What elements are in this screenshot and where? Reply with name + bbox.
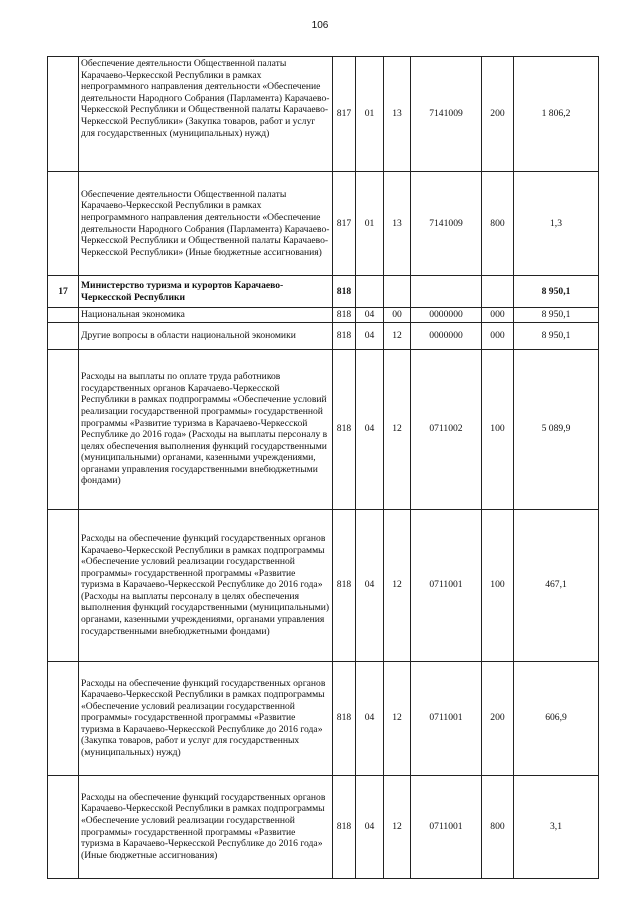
table-row xyxy=(48,509,599,661)
target-code: 7141009 xyxy=(411,57,482,172)
row-number xyxy=(48,322,79,349)
ministry-code: 818 xyxy=(333,308,356,323)
row-number xyxy=(48,509,79,661)
row-name: Обеспечение деятельности Общественной палаты Карачаево-Черкесской Республики в рамках непрограммного направления деятельности «Обеспечение деятельности Народного Собрания (Парламента) Карачаево-Черкесской Республики и Общественной палаты Карачаево-Черкесской Республики» (Иные бюджетные ассигнования) xyxy=(79,172,333,276)
expense-type-code: 000 xyxy=(482,308,514,323)
ministry-code: 818 xyxy=(333,509,356,661)
ministry-code: 817 xyxy=(333,57,356,172)
section-code: 01 xyxy=(356,57,384,172)
page-number: 106 xyxy=(311,20,329,31)
row-number xyxy=(48,349,79,509)
ministry-code: 818 xyxy=(333,661,356,775)
ministry-code: 818 xyxy=(333,775,356,878)
ministry-code: 817 xyxy=(333,172,356,276)
table-row xyxy=(48,322,599,349)
amount: 1 806,2 xyxy=(514,57,599,172)
ministry-code: 818 xyxy=(333,349,356,509)
table-row xyxy=(48,661,599,775)
ministry-code: 818 xyxy=(333,276,356,308)
table-row xyxy=(48,172,599,276)
row-number xyxy=(48,308,79,323)
target-code: 0711001 xyxy=(411,509,482,661)
subsection-code: 12 xyxy=(384,775,411,878)
row-name: Расходы на обеспечение функций государственных органов Карачаево-Черкесской Республики в рамках подпрограммы «Обеспечение условий реализации государственной программы» государственной программы «Развитие туризма в Карачаево-Черкесской Республике до 2016 года» (Расходы на выплаты персоналу в целях обеспечения выполнения функций государственными (муниципальными) органами, казенными учреждениями, органами управления государственными внебюджетными фондами) xyxy=(79,509,333,661)
subsection-code: 12 xyxy=(384,322,411,349)
row-name: Обеспечение деятельности Общественной палаты Карачаево-Черкесской Республики в рамках непрограммного направления деятельности «Обеспечение деятельности Народного Собрания (Парламента) Карачаево-Черкесской Республики и Общественной палаты Карачаево-Черкесской Республики» (Закупка товаров, работ и услуг для государственных (муниципальных) нужд) xyxy=(79,57,333,172)
row-name: Министерство туризма и курортов Карачаево-Черкесской Республики xyxy=(79,276,333,308)
target-code: 0711001 xyxy=(411,775,482,878)
section-code: 04 xyxy=(356,308,384,323)
section-code: 04 xyxy=(356,322,384,349)
amount: 3,1 xyxy=(514,775,599,878)
row-number xyxy=(48,57,79,172)
ministry-code: 818 xyxy=(333,322,356,349)
budget-table xyxy=(47,56,599,879)
target-code: 0711001 xyxy=(411,661,482,775)
table-row-ministry xyxy=(48,276,599,308)
row-name: Другие вопросы в области национальной экономики xyxy=(79,322,333,349)
row-number xyxy=(48,172,79,276)
expense-type-code: 100 xyxy=(482,509,514,661)
subsection-code xyxy=(384,276,411,308)
row-name: Расходы на обеспечение функций государственных органов Карачаево-Черкесской Республики в рамках подпрограммы «Обеспечение условий реализации государственной программы» государственной программы «Развитие туризма в Карачаево-Черкесской Республике до 2016 года» (Закупка товаров, работ и услуг для государственных (муниципальных) нужд) xyxy=(79,661,333,775)
amount: 8 950,1 xyxy=(514,322,599,349)
amount: 5 089,9 xyxy=(514,349,599,509)
expense-type-code: 200 xyxy=(482,661,514,775)
subsection-code: 00 xyxy=(384,308,411,323)
section-code: 01 xyxy=(356,172,384,276)
target-code: 7141009 xyxy=(411,172,482,276)
row-number xyxy=(48,661,79,775)
section-code: 04 xyxy=(356,349,384,509)
expense-type-code xyxy=(482,276,514,308)
section-code: 04 xyxy=(356,509,384,661)
section-code xyxy=(356,276,384,308)
row-name: Расходы на обеспечение функций государственных органов Карачаево-Черкесской Республики в рамках подпрограммы «Обеспечение условий реализации государственной программы» государственной программы «Развитие туризма в Карачаево-Черкесской Республике до 2016 года» (Иные бюджетные ассигнования) xyxy=(79,775,333,878)
amount: 1,3 xyxy=(514,172,599,276)
subsection-code: 13 xyxy=(384,57,411,172)
target-code xyxy=(411,276,482,308)
row-name: Расходы на выплаты по оплате труда работников государственных органов Карачаево-Черкесской Республики в рамках подпрограммы «Обеспечение условий реализации государственной программы» государственной программы «Развитие туризма в Карачаево-Черкесской Республике до 2016 года» (Расходы на выплаты персоналу в целях обеспечения выполнения функций государственными (муниципальными) органами, казенными учреждениями, органами управления государственными внебюджетными фондами) xyxy=(79,349,333,509)
amount: 467,1 xyxy=(514,509,599,661)
row-number: 17 xyxy=(48,276,79,308)
table-row xyxy=(48,775,599,878)
row-number xyxy=(48,775,79,878)
section-code: 04 xyxy=(356,661,384,775)
amount: 8 950,1 xyxy=(514,308,599,323)
expense-type-code: 200 xyxy=(482,57,514,172)
subsection-code: 12 xyxy=(384,661,411,775)
table-row xyxy=(48,349,599,509)
table-row xyxy=(48,57,599,172)
expense-type-code: 800 xyxy=(482,172,514,276)
target-code: 0000000 xyxy=(411,308,482,323)
subsection-code: 12 xyxy=(384,349,411,509)
table-row xyxy=(48,308,599,323)
amount: 8 950,1 xyxy=(514,276,599,308)
target-code: 0000000 xyxy=(411,322,482,349)
amount: 606,9 xyxy=(514,661,599,775)
expense-type-code: 000 xyxy=(482,322,514,349)
subsection-code: 13 xyxy=(384,172,411,276)
subsection-code: 12 xyxy=(384,509,411,661)
expense-type-code: 800 xyxy=(482,775,514,878)
row-name: Национальная экономика xyxy=(79,308,333,323)
target-code: 0711002 xyxy=(411,349,482,509)
section-code: 04 xyxy=(356,775,384,878)
expense-type-code: 100 xyxy=(482,349,514,509)
